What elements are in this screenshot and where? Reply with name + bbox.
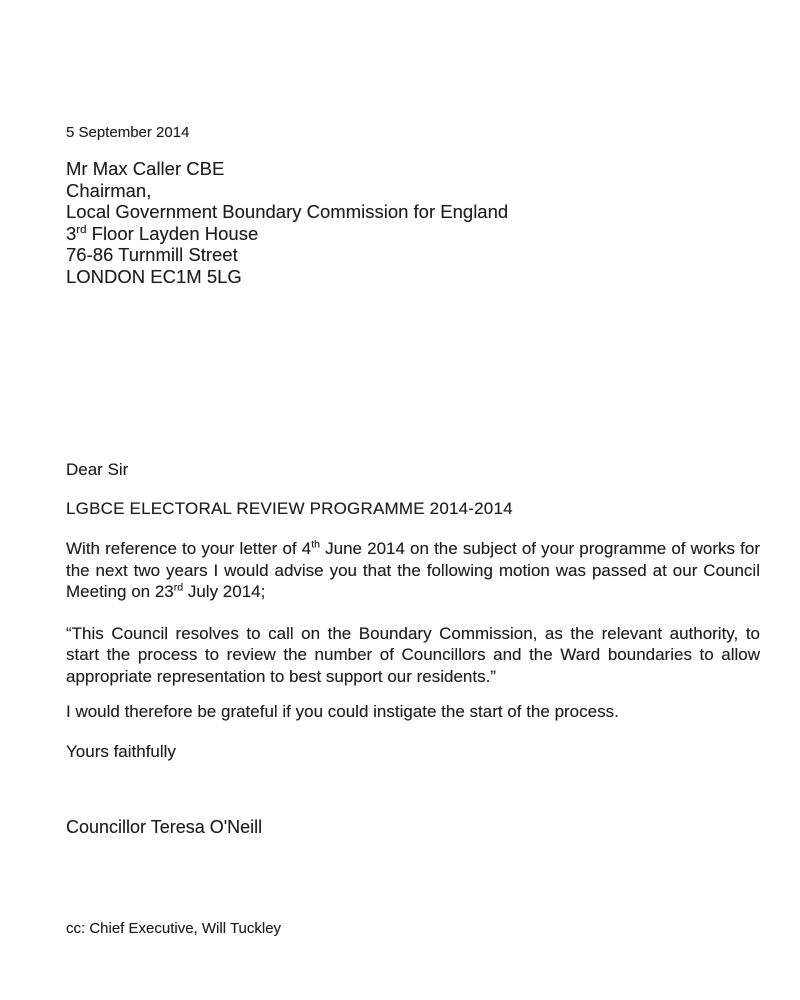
- subject-line: LGBCE ELECTORAL REVIEW PROGRAMME 2014-2014: [66, 499, 513, 518]
- paragraph1-ordinal-th: th: [311, 538, 321, 551]
- floor-ordinal-suffix: rd: [76, 223, 87, 236]
- floor-number: 3: [66, 222, 77, 244]
- cc-line: cc: Chief Executive, Will Tuckley: [66, 920, 282, 937]
- paragraph1-text-1: With reference to your letter of 4: [66, 539, 312, 558]
- recipient-name: Mr Max Caller CBE: [66, 158, 225, 179]
- body-paragraph-reference: [66, 538, 760, 603]
- closing-valediction: Yours faithfully: [66, 741, 176, 761]
- recipient-address-city-postcode: LONDON EC1M 5LG: [66, 265, 242, 287]
- body-paragraph-request: I would therefore be grateful if you could instigate the start of the process.: [66, 702, 619, 721]
- paragraph1-text-3: July 2014;: [183, 582, 266, 601]
- recipient-address-street: 76-86 Turnmill Street: [66, 244, 238, 265]
- salutation: Dear Sir: [66, 460, 129, 479]
- recipient-organisation: Local Government Boundary Commission for England: [66, 201, 509, 222]
- body-paragraph-motion-quote: “This Council resolves to call on the Boundary Commission, as the relevant authority, to start the process to review the number of Councillors and the Ward boundaries to allow appropriate representation to best support our residents.”: [66, 623, 760, 686]
- paragraph1-ordinal-rd: rd: [173, 581, 184, 594]
- recipient-role: Chairman,: [66, 179, 152, 201]
- recipient-address-block: [66, 158, 762, 287]
- signature-name: Councillor Teresa O'Neill: [66, 817, 263, 837]
- letter-date: 5 September 2014: [66, 124, 190, 141]
- recipient-address-floor-line: [66, 223, 762, 245]
- floor-street-name: Floor Layden House: [86, 222, 259, 244]
- paragraph1-text-2: June 2014 on the subject of your programme of works for the next two years I would advise you that the following motion was passed at our Council Meeting on 23: [66, 539, 760, 601]
